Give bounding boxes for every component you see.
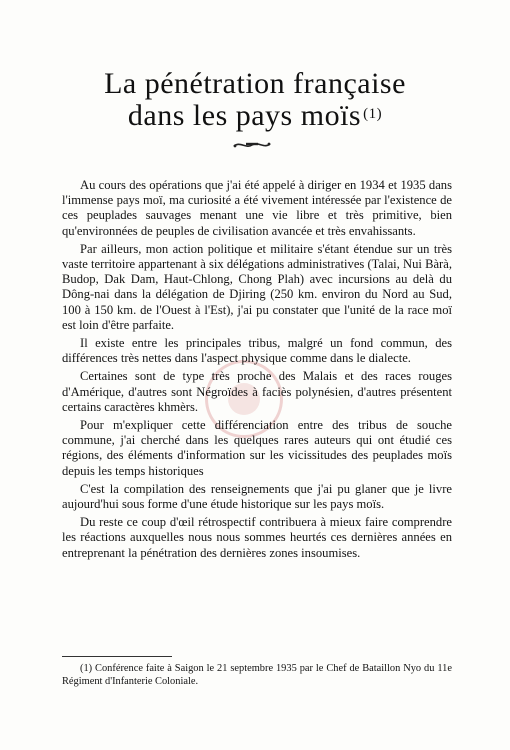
paragraph-7: Du reste ce coup d'œil rétrospectif contribuera à mieux faire comprendre les réactions auxquelles nous nous sommes heurtés ces dernières années en entreprenant la pénétration des dernières zones insoumises. [62, 515, 452, 560]
footnote-divider [62, 656, 172, 657]
title-line-2 [40, 98, 470, 134]
paragraph-5: Pour m'expliquer cette différenciation entre des tribus de souche commune, j'ai cherché dans les quelques rares auteurs qui ont étudié ces régions, des éléments d'information sur les vicissitudes des peuplades moïs depuis les temps historiques [62, 418, 452, 478]
footnote: (1) Conférence faite à Saigon le 21 septembre 1935 par le Chef de Bataillon Nyo du 11e Régiment d'Infanterie Coloniale. [62, 663, 452, 687]
paragraph-1: Au cours des opérations que j'ai été appelé à diriger en 1934 et 1935 dans l'immense pays moï, ma curiosité a été vivement intéressée par l'existence de ces peuplades sauvages menant une vie libre et très primitive, bien qu'environnées de peuples de civilisation avancée et très envahissants. [62, 178, 452, 238]
paragraph-3: Il existe entre les principales tribus, malgré un fond commun, des différences très nettes dans l'aspect physique comme dans le dialecte. [62, 336, 452, 366]
title-footnote-marker: (1) [363, 106, 383, 122]
title-line-2-text: dans les pays moïs [127, 99, 362, 132]
paragraph-6: C'est la compilation des renseignements que j'ai pu glaner que je livre aujourd'hui sous forme d'une étude historique sur les pays moïs. [62, 481, 452, 512]
title-ornament-icon [232, 138, 272, 152]
paragraph-4: Certaines sont de type très proche des Malais et des races rouges d'Amérique, d'autres sont Négroïdes à faciès polynésien, d'autres présentent certains caractères khmèrs. [62, 369, 452, 414]
paragraph-2: Par ailleurs, mon action politique et militaire s'étant étendue sur un très vaste territoire appartenant à six délégations administratives (Talai, Nui Bàrà, Budop, Dak Dam, Haut-Chlong, Chong Plah) avec incursions au delà du Dông-nai dans la délégation de Djiring (250 km. environ du Nord au Sud, 100 à 150 km. de l'Ouest à l'Est), j'ai pu constater que l'unité de la race moï est loin d'être parfaite. [62, 241, 452, 332]
title-line-1: La pénétration française [104, 67, 406, 100]
article-body [62, 178, 452, 564]
